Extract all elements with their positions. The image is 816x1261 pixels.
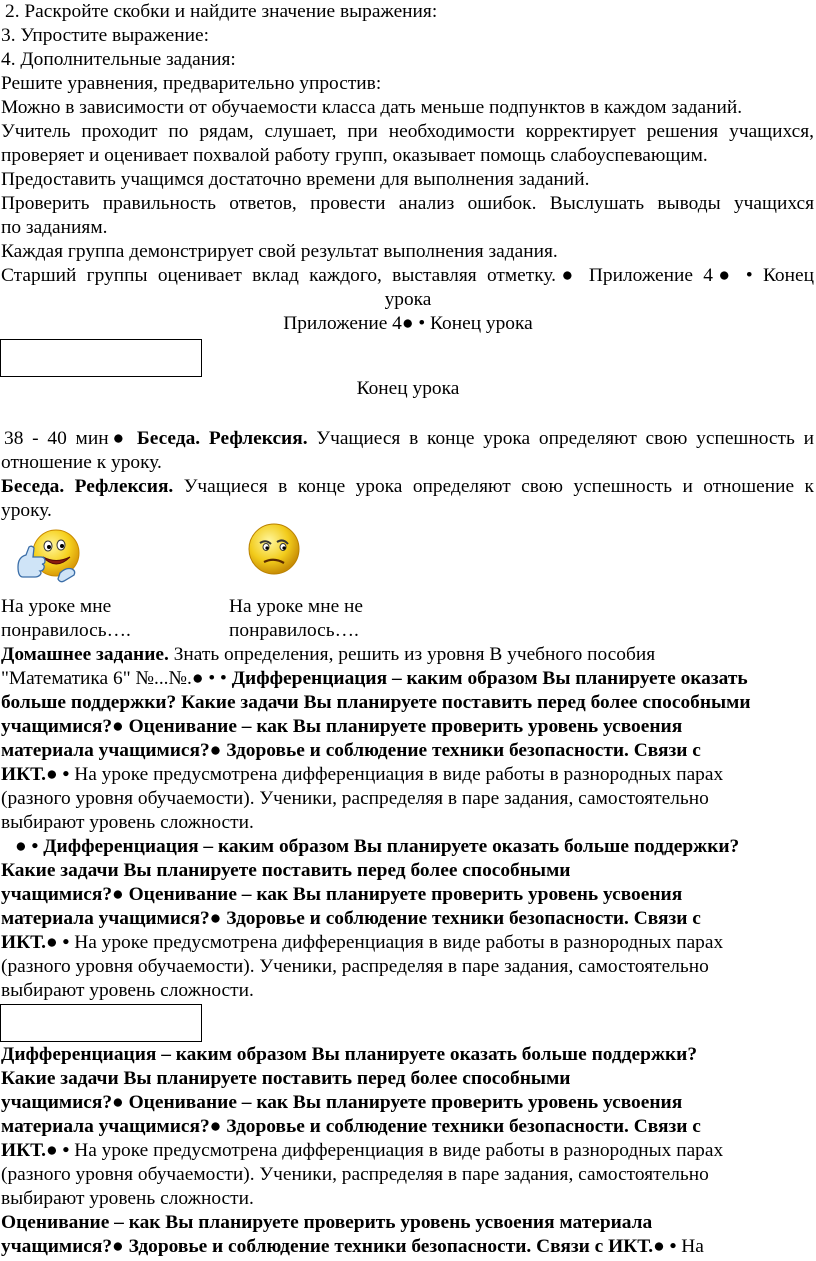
liked-caption: понравилось…. <box>1 620 131 641</box>
paragraph-line: Проверить правильность ответов, провести анализ ошибок. Выслушать выводы учащихся <box>1 193 814 214</box>
liked-caption: На уроке мне <box>1 596 112 617</box>
paragraph-line: Можно в зависимости от обучаемости класса дать меньше подпунктов в каждом заданий. <box>1 97 743 118</box>
bold-line: материала учащимися?● Здоровье и соблюдение техники безопасности. Связи с <box>1 908 701 929</box>
centered-line: Приложение 4● • Конец урока <box>283 313 533 334</box>
paragraph-line: выбирают уровень сложности. <box>1 812 254 833</box>
reflection-line <box>4 427 814 451</box>
paragraph-text: На уроке предусмотрена дифференциация в виде работы в разнородных парах <box>69 1140 724 1161</box>
paragraph-line: по заданиям. <box>1 217 108 238</box>
differentiation-text: Дифференциация – каким образом Вы планируете оказать <box>231 668 748 689</box>
homework-line <box>1 643 655 667</box>
reflection-title: Беседа. Рефлексия. <box>1 476 174 497</box>
bold-line: учащимися?● Оценивание – как Вы планируете проверить уровень усвоения <box>1 716 683 737</box>
paragraph-line: отношение к уроку. <box>1 452 162 473</box>
task-3-line: 3. Упростите выражение: <box>1 25 210 46</box>
paragraph-line: (разного уровня обучаемости). Ученики, распределяя в паре задания, самостоятельно <box>1 1164 709 1185</box>
bold-line: больше поддержки? Какие задачи Вы планируете поставить перед более способными <box>1 692 751 713</box>
bold-line: материала учащимися?● Здоровье и соблюдение техники безопасности. Связи с <box>1 1116 701 1137</box>
time-label: 38 - 40 мин● <box>4 428 137 449</box>
paragraph-text: На <box>676 1236 704 1257</box>
paragraph-text: На уроке предусмотрена дифференциация в виде работы в разнородных парах <box>69 932 724 953</box>
empty-frame <box>0 1004 202 1042</box>
paragraph-line: Учитель проходит по рядам, слушает, при необходимости корректирует решения учащихся, <box>1 121 814 142</box>
disliked-caption: На уроке мне не <box>229 596 364 617</box>
empty-frame <box>0 339 202 377</box>
lesson-end-heading: Конец урока <box>356 378 460 399</box>
bold-line: Какие задачи Вы планируете поставить перед более способными <box>1 860 571 881</box>
disliked-caption: понравилось…. <box>229 620 359 641</box>
bold-line: Дифференциация – каким образом Вы планируете оказать больше поддержки? <box>1 1044 698 1065</box>
paragraph-line: Предоставить учащимся достаточно времени для выполнения заданий. <box>1 169 590 190</box>
ict-label: ИКТ.● • <box>1 932 70 953</box>
reflection-text: Учащиеся в конце урока определяют свою успешность и отношение к <box>173 476 814 497</box>
task-2-line: 2. Раскройте скобки и найдите значение выражения: <box>5 1 438 22</box>
reflection-title: Беседа. Рефлексия. <box>136 428 308 449</box>
paragraph-line: Каждая группа демонстрирует свой результат выполнения задания. <box>1 241 558 262</box>
reflection-line <box>1 475 814 499</box>
paragraph-line: (разного уровня обучаемости). Ученики, распределяя в паре задания, самостоятельно <box>1 956 709 977</box>
paragraph-line: уроку. <box>1 500 52 521</box>
homework-title: Домашнее задание. <box>1 644 169 665</box>
ict-label: ИКТ.● • <box>1 1140 70 1161</box>
paragraph-line <box>1 1139 723 1163</box>
paragraph-line <box>1 931 723 955</box>
homework-line <box>1 667 748 691</box>
thumbs-up-smiley-icon <box>14 527 84 589</box>
bold-line: Оценивание – как Вы планируете проверить уровень усвоения материала <box>1 1212 653 1233</box>
bold-line: Какие задачи Вы планируете поставить перед более способными <box>1 1068 571 1089</box>
bold-line: материала учащимися?● Здоровье и соблюдение техники безопасности. Связи с <box>1 740 701 761</box>
task-4-line: 4. Дополнительные задания: <box>1 49 236 70</box>
bold-line: учащимися?● Оценивание – как Вы планируете проверить уровень усвоения <box>1 884 683 905</box>
paragraph-line: выбирают уровень сложности. <box>1 1188 254 1209</box>
paragraph-line: (разного уровня обучаемости). Ученики, распределяя в паре задания, самостоятельно <box>1 788 709 809</box>
paragraph-text: На уроке предусмотрена дифференциация в виде работы в разнородных парах <box>69 764 724 785</box>
bold-line: учащимися?● Оценивание – как Вы планируете проверить уровень усвоения <box>1 1092 683 1113</box>
paragraph-line <box>1 763 723 787</box>
paragraph-line: проверяет и оценивает похвалой работу групп, оказывает помощь слабоуспевающим. <box>1 145 708 166</box>
bold-line: ● • Дифференциация – каким образом Вы планируете оказать больше поддержки? <box>15 836 740 857</box>
centered-line: урока <box>384 289 432 310</box>
homework-text: "Математика 6" №...№.● • • <box>1 668 232 689</box>
equations-line: Решите уравнения, предварительно упростив: <box>1 73 382 94</box>
ict-label: ИКТ.● • <box>1 764 70 785</box>
paragraph-line: Старший группы оценивает вклад каждого, выставляя отметку.● Приложение 4● • Конец <box>1 265 814 286</box>
bold-text: учащимися?● Здоровье и соблюдение техники безопасности. Связи с ИКТ.● • <box>1 1236 677 1257</box>
paragraph-line <box>1 1235 704 1259</box>
paragraph-line: выбирают уровень сложности. <box>1 980 254 1001</box>
displeased-smiley-icon <box>246 521 302 577</box>
reflection-text: Учащиеся в конце урока определяют свою успешность и <box>307 428 814 449</box>
homework-text: Знать определения, решить из уровня В учебного пособия <box>168 644 656 665</box>
